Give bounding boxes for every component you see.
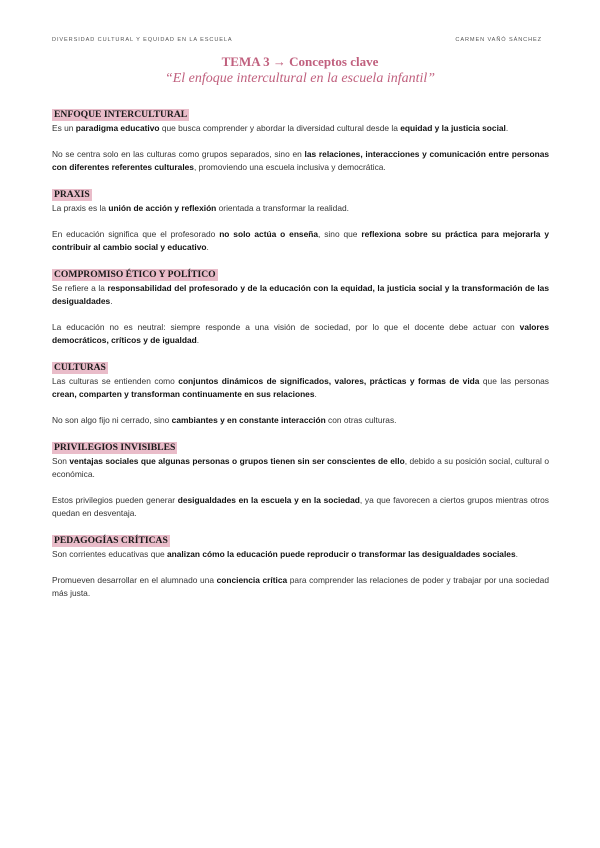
section bbox=[52, 357, 549, 427]
text-run: que busca comprender y abordar la diversidad cultural desde la bbox=[159, 123, 401, 133]
text-run: . bbox=[505, 123, 509, 133]
bold-text: paradigma educativo bbox=[75, 123, 160, 133]
text-run: No se centra solo en las culturas como grupos separados, sino en bbox=[52, 149, 305, 159]
bold-text: responsabilidad del profesorado y de la educación con la equidad, la justicia social y la transformación de las desigualdades bbox=[52, 283, 550, 306]
section bbox=[52, 264, 549, 347]
paragraph bbox=[52, 574, 549, 600]
title-block bbox=[0, 54, 600, 88]
section-heading: PRIVILEGIOS INVISIBLES bbox=[54, 442, 176, 453]
bold-text: desigualdades en la escuela y en la sociedad bbox=[177, 495, 360, 505]
document-body bbox=[52, 104, 549, 610]
paragraph bbox=[52, 455, 549, 481]
bold-text: cambiantes y en constante interacción bbox=[171, 415, 326, 425]
text-run: . bbox=[515, 549, 518, 559]
text-run: Se refiere a la bbox=[52, 283, 108, 293]
section bbox=[52, 437, 549, 520]
bold-text: unión de acción y reflexión bbox=[108, 203, 217, 213]
bold-text: reflexiona sobre su práctica para mejorarla y contribuir al cambio social y educativo bbox=[52, 229, 549, 252]
paragraph bbox=[52, 122, 549, 135]
page-header bbox=[52, 37, 542, 43]
text-run: En educación significa que el profesorado bbox=[52, 229, 220, 239]
paragraph bbox=[52, 494, 549, 520]
bold-text: conjuntos dinámicos de significados, valores, prácticas y formas de vida bbox=[178, 376, 480, 386]
text-run: Son corrientes educativas que bbox=[52, 549, 167, 559]
paragraph bbox=[52, 375, 549, 401]
text-run: Son bbox=[52, 456, 70, 466]
section-heading: ENFOQUE INTERCULTURAL bbox=[54, 109, 188, 120]
bold-text: crean, comparten y transforman continuamente en sus relaciones bbox=[52, 389, 315, 399]
text-run: , sino que bbox=[318, 229, 362, 239]
section bbox=[52, 184, 549, 254]
paragraph bbox=[52, 548, 549, 561]
section bbox=[52, 530, 549, 600]
bold-text: las relaciones, interacciones y comunicación entre personas con diferentes referentes culturales bbox=[52, 149, 550, 172]
text-run: , ya que favorecen a ciertos grupos mientras otros quedan en desventaja. bbox=[52, 495, 549, 518]
bold-text: ventajas sociales que algunas personas o grupos tienen sin ser conscientes de ello bbox=[69, 456, 405, 466]
paragraph bbox=[52, 282, 549, 308]
text-run: No son algo fijo ni cerrado, sino bbox=[52, 415, 172, 425]
section bbox=[52, 104, 549, 174]
text-run: Es un bbox=[52, 123, 76, 133]
section-heading: COMPROMISO ÉTICO Y POLÍTICO bbox=[54, 269, 216, 280]
text-run: . bbox=[110, 296, 113, 306]
text-run: , debido a su posición social, cultural o económica. bbox=[52, 456, 550, 479]
bold-text: valores democráticos, críticos y de igualdad bbox=[52, 322, 549, 345]
page-subtitle: “El enfoque intercultural en la escuela infantil” bbox=[164, 71, 436, 86]
course-name: DIVERSIDAD CULTURAL Y EQUIDAD EN LA ESCUELA bbox=[52, 37, 233, 43]
page-title: TEMA 3 → Conceptos clave bbox=[221, 54, 379, 69]
paragraph bbox=[52, 321, 549, 347]
section-heading: PRAXIS bbox=[54, 189, 90, 200]
text-run: que las personas bbox=[479, 376, 549, 386]
bold-text: equidad y la justicia social bbox=[400, 123, 506, 133]
text-run: , promoviendo una escuela inclusiva y democrática. bbox=[193, 162, 386, 172]
text-run: con otras culturas. bbox=[325, 415, 397, 425]
section-heading: PEDAGOGÍAS CRÍTICAS bbox=[54, 535, 168, 546]
text-run: . bbox=[314, 389, 317, 399]
text-run: para comprender las relaciones de poder y trabajar por una sociedad más justa. bbox=[52, 575, 549, 598]
paragraph bbox=[52, 228, 549, 254]
paragraph bbox=[52, 414, 549, 427]
text-run: Promueven desarrollar en el alumnado una bbox=[52, 575, 217, 585]
bold-text: conciencia crítica bbox=[216, 575, 288, 585]
section-heading: CULTURAS bbox=[54, 362, 106, 373]
bold-text: analizan cómo la educación puede reproducir o transformar las desigualdades sociales bbox=[167, 549, 516, 559]
paragraph bbox=[52, 202, 549, 215]
paragraph bbox=[52, 148, 549, 174]
text-run: La praxis es la bbox=[52, 203, 109, 213]
text-run: orientada a transformar la realidad. bbox=[216, 203, 349, 213]
text-run: Las culturas se entienden como bbox=[52, 376, 179, 386]
bold-text: no solo actúa o enseña bbox=[219, 229, 319, 239]
text-run: La educación no es neutral: siempre responde a una visión de sociedad, por lo que el docente debe actuar con bbox=[52, 322, 520, 332]
text-run: . bbox=[206, 242, 209, 252]
text-run: Estos privilegios pueden generar bbox=[52, 495, 178, 505]
text-run: . bbox=[196, 335, 200, 345]
author-name: CARMEN VAÑÓ SÁNCHEZ bbox=[455, 37, 542, 43]
